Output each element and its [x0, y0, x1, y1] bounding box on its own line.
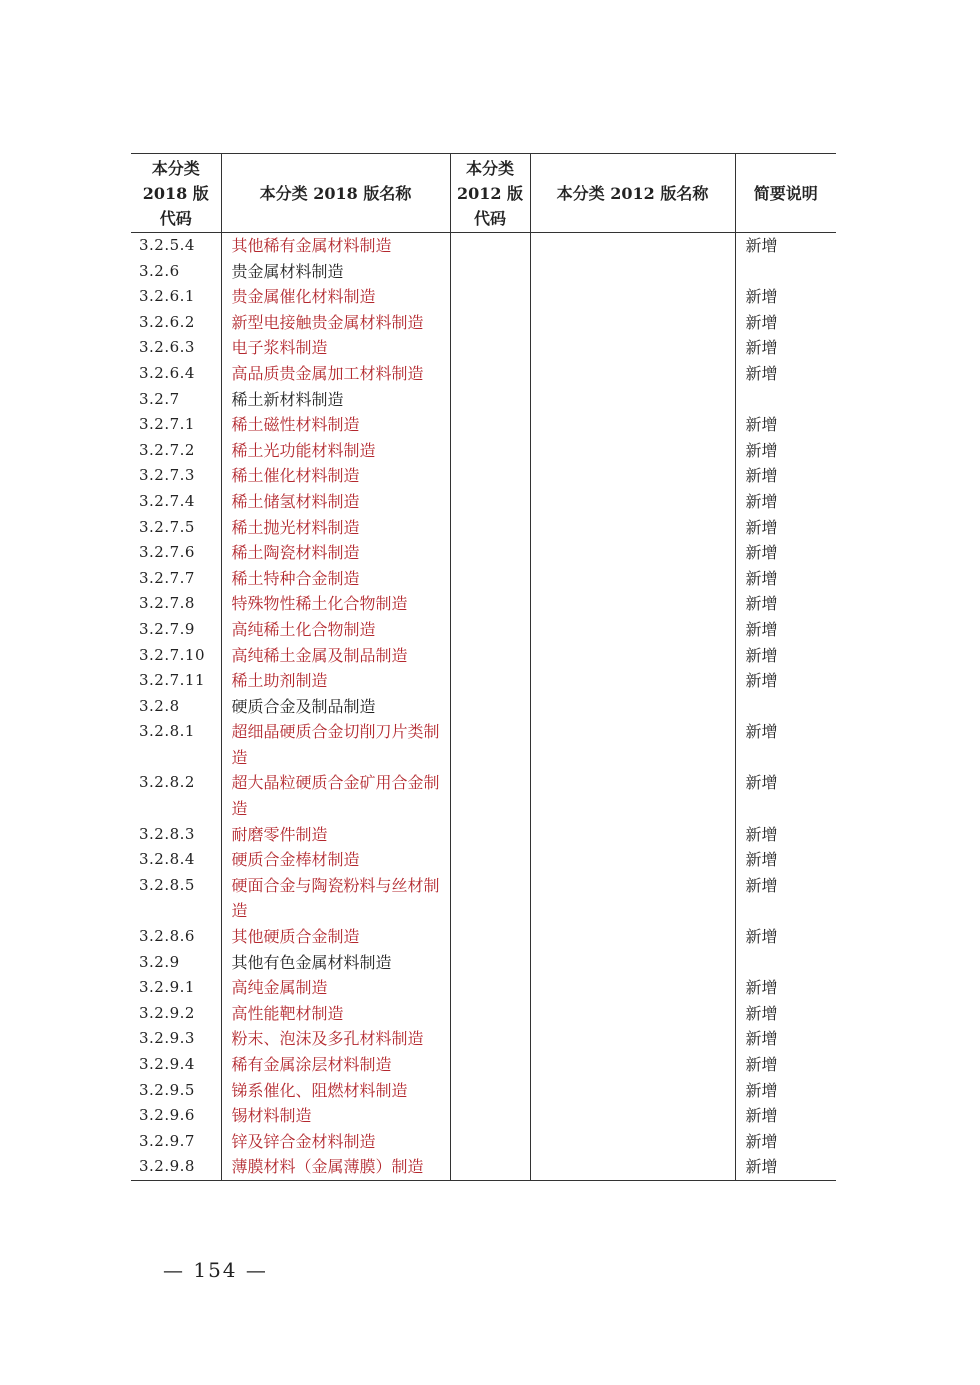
- header-note: 简要说明: [735, 154, 836, 233]
- row-code-2012: [450, 412, 530, 438]
- header-code-2012-line3: 代码: [473, 208, 506, 228]
- row-note: 新增: [735, 412, 836, 438]
- row-name-2018: 贵金属催化材料制造: [221, 284, 450, 310]
- row-code-2018: 3.2.9.6: [139, 1106, 195, 1125]
- row-note: 新增: [735, 540, 836, 566]
- row-note: 新增: [735, 335, 836, 361]
- table-row: [131, 924, 836, 950]
- row-name-2012: [530, 643, 735, 669]
- row-name-2018: 稀土磁性材料制造: [221, 412, 450, 438]
- table-row: [131, 1154, 836, 1180]
- row-code-2012: [450, 975, 530, 1001]
- table-row: [131, 975, 836, 1001]
- row-name-2018: 硬面合金与陶瓷粉料与丝材制造: [221, 873, 450, 924]
- row-name-2018: 稀土催化材料制造: [221, 463, 450, 489]
- row-code-2018: 3.2.8.4: [139, 850, 195, 869]
- row-name-2012: [530, 1078, 735, 1104]
- row-name-2018: 其他有色金属材料制造: [221, 950, 450, 976]
- table-row: [131, 1129, 836, 1155]
- row-code-2018: 3.2.8: [139, 696, 180, 715]
- row-name-2012: [530, 284, 735, 310]
- row-name-2018: 超大晶粒硬质合金矿用合金制造: [221, 770, 450, 821]
- row-note: 新增: [735, 1103, 836, 1129]
- row-name-2012: [530, 1001, 735, 1027]
- row-note: 新增: [735, 515, 836, 541]
- row-name-2012: [530, 1052, 735, 1078]
- table-header-row: [131, 154, 836, 233]
- row-code-2018: 3.2.9.2: [139, 1003, 195, 1022]
- row-name-2018: 稀土光功能材料制造: [221, 438, 450, 464]
- row-name-2018: 稀有金属涂层材料制造: [221, 1052, 450, 1078]
- row-note: [735, 950, 836, 976]
- header-code-2018-line3: 代码: [159, 208, 192, 228]
- table-row: [131, 643, 836, 669]
- row-note: 新增: [735, 566, 836, 592]
- header-code-2012: [450, 154, 530, 233]
- row-note: 新增: [735, 668, 836, 694]
- row-name-2012: [530, 950, 735, 976]
- row-name-2012: [530, 310, 735, 336]
- row-code-2012: [450, 284, 530, 310]
- table-row: [131, 259, 836, 285]
- row-name-2012: [530, 489, 735, 515]
- row-code-2018: 3.2.7.5: [139, 517, 195, 536]
- table-row: [131, 361, 836, 387]
- table-row: [131, 591, 836, 617]
- header-name-2012: 本分类 2012 版名称: [530, 154, 735, 233]
- table-row: [131, 950, 836, 976]
- row-name-2012: [530, 975, 735, 1001]
- row-name-2018: 稀土特种合金制造: [221, 566, 450, 592]
- row-name-2012: [530, 566, 735, 592]
- row-name-2012: [530, 591, 735, 617]
- row-code-2018: 3.2.7.1: [139, 415, 195, 434]
- row-name-2018: 新型电接触贵金属材料制造: [221, 310, 450, 336]
- row-name-2018: 稀土储氢材料制造: [221, 489, 450, 515]
- row-code-2012: [450, 463, 530, 489]
- row-code-2018: 3.2.9: [139, 952, 180, 971]
- row-code-2012: [450, 515, 530, 541]
- row-code-2012: [450, 1103, 530, 1129]
- row-code-2018: 3.2.8.6: [139, 927, 195, 946]
- row-note: 新增: [735, 1026, 836, 1052]
- row-name-2018: 锑系催化、阻燃材料制造: [221, 1078, 450, 1104]
- row-code-2018: 3.2.5.4: [139, 236, 195, 254]
- row-code-2012: [450, 694, 530, 720]
- row-code-2018: 3.2.7.8: [139, 594, 195, 613]
- table-row: [131, 719, 836, 770]
- row-note: 新增: [735, 1052, 836, 1078]
- row-code-2018: 3.2.7.2: [139, 440, 195, 459]
- row-code-2012: [450, 1001, 530, 1027]
- row-name-2018: 锡材料制造: [221, 1103, 450, 1129]
- row-name-2018: 稀土新材料制造: [221, 387, 450, 413]
- table-row: [131, 1026, 836, 1052]
- row-name-2012: [530, 719, 735, 770]
- row-code-2018: 3.2.9.7: [139, 1131, 195, 1150]
- row-name-2012: [530, 438, 735, 464]
- row-note: 新增: [735, 1154, 836, 1180]
- row-note: 新增: [735, 1078, 836, 1104]
- table-row: [131, 284, 836, 310]
- row-name-2012: [530, 822, 735, 848]
- row-code-2018: 3.2.7.3: [139, 466, 195, 485]
- row-code-2012: [450, 770, 530, 821]
- row-note: 新增: [735, 770, 836, 821]
- row-name-2012: [530, 873, 735, 924]
- table-row: [131, 233, 836, 259]
- row-note: 新增: [735, 489, 836, 515]
- row-code-2018: 3.2.8.1: [139, 722, 195, 741]
- row-code-2012: [450, 387, 530, 413]
- table-row: [131, 694, 836, 720]
- row-name-2018: 电子浆料制造: [221, 335, 450, 361]
- table-row: [131, 770, 836, 821]
- table-row: [131, 438, 836, 464]
- row-name-2012: [530, 1026, 735, 1052]
- row-code-2012: [450, 617, 530, 643]
- table-row: [131, 310, 836, 336]
- row-name-2012: [530, 1129, 735, 1155]
- row-code-2018: 3.2.6.3: [139, 338, 195, 357]
- row-name-2018: 特殊物性稀土化合物制造: [221, 591, 450, 617]
- row-code-2018: 3.2.9.8: [131, 1154, 221, 1180]
- row-code-2018: 3.2.8.3: [139, 824, 195, 843]
- row-code-2018: 3.2.8.5: [139, 875, 195, 894]
- table-row: [131, 668, 836, 694]
- row-code-2012: [450, 668, 530, 694]
- table-row: [131, 1078, 836, 1104]
- table-row: [131, 1052, 836, 1078]
- header-code-2018-line1: 本分类: [151, 158, 200, 178]
- row-name-2018: 高纯金属制造: [221, 975, 450, 1001]
- row-name-2018: 贵金属材料制造: [221, 259, 450, 285]
- row-name-2012: [530, 361, 735, 387]
- row-note: 新增: [735, 822, 836, 848]
- table-row: [131, 847, 836, 873]
- row-code-2012: [450, 310, 530, 336]
- row-name-2012: [530, 694, 735, 720]
- row-code-2012: [450, 1154, 530, 1180]
- table-row: [131, 822, 836, 848]
- table-row: [131, 873, 836, 924]
- row-code-2018: 3.2.6.4: [139, 363, 195, 382]
- row-name-2012: [530, 387, 735, 413]
- row-note: 新增: [735, 719, 836, 770]
- row-code-2012: [450, 924, 530, 950]
- row-name-2012: [530, 233, 735, 259]
- row-code-2012: [450, 438, 530, 464]
- row-name-2018: 硬质合金及制品制造: [221, 694, 450, 720]
- row-code-2012: [450, 335, 530, 361]
- row-code-2012: [450, 233, 530, 259]
- row-code-2012: [450, 719, 530, 770]
- row-note: 新增: [735, 361, 836, 387]
- row-name-2018: 稀土陶瓷材料制造: [221, 540, 450, 566]
- table-row: [131, 335, 836, 361]
- row-name-2018: 其他硬质合金制造: [221, 924, 450, 950]
- table-row: [131, 463, 836, 489]
- row-note: 新增: [735, 438, 836, 464]
- row-name-2012: [530, 924, 735, 950]
- row-code-2018: 3.2.7.7: [139, 568, 195, 587]
- row-name-2018: 锌及锌合金材料制造: [221, 1129, 450, 1155]
- row-code-2012: [450, 540, 530, 566]
- row-name-2018: 粉末、泡沫及多孔材料制造: [221, 1026, 450, 1052]
- table-row: [131, 412, 836, 438]
- row-note: 新增: [735, 310, 836, 336]
- row-name-2018: 其他稀有金属材料制造: [221, 233, 450, 259]
- row-name-2012: [530, 259, 735, 285]
- row-code-2018: 3.2.9.1: [139, 978, 195, 997]
- row-code-2012: [450, 873, 530, 924]
- table-row: [131, 1001, 836, 1027]
- row-note: 新增: [735, 1129, 836, 1155]
- page-number: — 154 —: [163, 1258, 268, 1282]
- row-code-2012: [450, 950, 530, 976]
- row-code-2018: 3.2.6.2: [139, 312, 195, 331]
- row-note: 新增: [735, 1001, 836, 1027]
- row-code-2012: [450, 489, 530, 515]
- row-code-2012: [450, 822, 530, 848]
- row-code-2012: [450, 1129, 530, 1155]
- table-row: [131, 387, 836, 413]
- row-name-2018: 超细晶硬质合金切削刀片类制造: [221, 719, 450, 770]
- row-name-2012: [530, 540, 735, 566]
- row-code-2012: [450, 847, 530, 873]
- row-note: 新增: [735, 924, 836, 950]
- row-name-2018: 薄膜材料（金属薄膜）制造: [221, 1154, 450, 1180]
- row-code-2012: [450, 643, 530, 669]
- header-code-2012-line2: 2012 版: [456, 183, 524, 203]
- row-code-2018: 3.2.7.10: [139, 645, 206, 664]
- row-code-2018: 3.2.8.2: [139, 773, 195, 792]
- row-code-2018: 3.2.7.4: [139, 491, 195, 510]
- row-name-2018: 高品质贵金属加工材料制造: [221, 361, 450, 387]
- row-note: 新增: [735, 847, 836, 873]
- row-code-2018: 3.2.9.5: [139, 1080, 195, 1099]
- row-note: [735, 387, 836, 413]
- row-note: 新增: [735, 873, 836, 924]
- row-name-2012: [530, 1103, 735, 1129]
- row-name-2012: [530, 335, 735, 361]
- row-name-2012: [530, 617, 735, 643]
- row-name-2012: [530, 463, 735, 489]
- row-note: 新增: [735, 975, 836, 1001]
- row-name-2018: 稀土助剂制造: [221, 668, 450, 694]
- row-code-2012: [450, 566, 530, 592]
- row-name-2012: [530, 770, 735, 821]
- row-code-2018: 3.2.6: [139, 261, 180, 280]
- header-code-2018-line2: 2018 版: [142, 183, 209, 203]
- row-code-2018: 3.2.7.9: [139, 619, 195, 638]
- row-note: 新增: [735, 463, 836, 489]
- header-code-2018: [131, 154, 221, 233]
- row-code-2012: [450, 1026, 530, 1052]
- row-note: [735, 694, 836, 720]
- table-row: [131, 540, 836, 566]
- row-note: 新增: [735, 284, 836, 310]
- header-code-2012-line1: 本分类: [465, 158, 514, 178]
- row-name-2018: 高纯稀土化合物制造: [221, 617, 450, 643]
- row-code-2012: [450, 591, 530, 617]
- row-code-2012: [450, 259, 530, 285]
- table-body: [131, 233, 836, 1181]
- classification-table: [131, 153, 836, 1181]
- row-note: 新增: [735, 643, 836, 669]
- table-row: [131, 1103, 836, 1129]
- table-row: [131, 617, 836, 643]
- row-name-2018: 耐磨零件制造: [221, 822, 450, 848]
- header-name-2018: 本分类 2018 版名称: [221, 154, 450, 233]
- row-name-2012: [530, 668, 735, 694]
- classification-table-wrapper: [131, 153, 836, 1181]
- row-name-2012: [530, 515, 735, 541]
- row-code-2018: 3.2.9.3: [139, 1029, 195, 1048]
- row-code-2012: [450, 1052, 530, 1078]
- row-note: 新增: [735, 591, 836, 617]
- table-row: [131, 566, 836, 592]
- table-row: [131, 489, 836, 515]
- row-name-2012: [530, 847, 735, 873]
- row-code-2018: 3.2.9.4: [139, 1055, 195, 1073]
- row-note: [735, 259, 836, 285]
- row-name-2018: 高性能靶材制造: [221, 1001, 450, 1027]
- row-name-2012: [530, 412, 735, 438]
- row-name-2018: 硬质合金棒材制造: [221, 847, 450, 873]
- row-code-2012: [450, 361, 530, 387]
- row-name-2018: 高纯稀土金属及制品制造: [221, 643, 450, 669]
- row-note: 新增: [735, 617, 836, 643]
- row-name-2018: 稀土抛光材料制造: [221, 515, 450, 541]
- table-row: [131, 515, 836, 541]
- row-note: 新增: [735, 233, 836, 259]
- row-code-2018: 3.2.7: [139, 389, 180, 408]
- row-code-2018: 3.2.7.6: [139, 543, 195, 562]
- row-code-2018: 3.2.7.11: [139, 671, 206, 690]
- row-name-2012: [530, 1154, 735, 1180]
- row-code-2012: [450, 1078, 530, 1104]
- row-code-2018: 3.2.6.1: [139, 287, 195, 306]
